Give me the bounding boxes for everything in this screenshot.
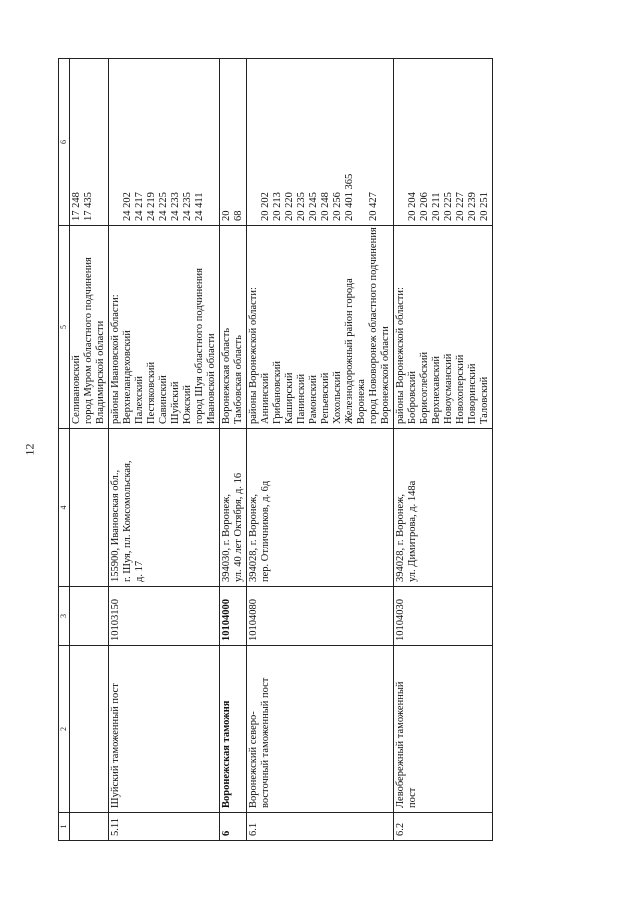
table-row: [220, 59, 247, 841]
okato-codes-line: 20 251: [479, 192, 490, 221]
rotated-page: [58, 59, 618, 841]
service-areas-line: город Шуя областного подчинения: [194, 268, 205, 424]
service-areas-line: Каширский: [284, 372, 295, 424]
row-number-line: 6: [221, 830, 232, 836]
okato-codes-line: [380, 63, 392, 221]
post-code-line: 10104000: [221, 599, 232, 641]
post-name-line: Левобережный таможенный: [395, 681, 406, 808]
okato-codes-line: 24 233: [170, 192, 181, 221]
header-cell-6: 6: [59, 59, 70, 226]
post-address-line: 394028, г. Воронеж,: [395, 493, 406, 582]
post-name: [220, 646, 247, 813]
okato-codes-line: [395, 63, 407, 221]
page-number: 12: [22, 443, 37, 456]
service-areas-line: Тамбовская область: [233, 335, 244, 424]
post-address-line: ул. 40 лет Октября, д. 16: [233, 472, 244, 582]
okato-codes: [70, 59, 109, 226]
header-cell-1: 1: [59, 813, 70, 841]
okato-codes-line: 17 435: [83, 192, 94, 221]
post-code: [247, 587, 394, 646]
post-address: [70, 429, 109, 587]
service-areas-line: Панинский: [296, 373, 307, 424]
service-areas-line: Верхнеландеховский: [122, 330, 133, 424]
post-code-line: 10103150: [110, 599, 121, 641]
okato-codes-line: 24 235: [182, 192, 193, 221]
header-cell-2: 2: [59, 646, 70, 813]
post-name: [109, 646, 220, 813]
header-row: [59, 59, 70, 841]
okato-codes-line: 20 227: [455, 192, 466, 221]
service-areas: [70, 226, 109, 429]
header-cell-3: 3: [59, 587, 70, 646]
post-name: [394, 646, 493, 813]
okato-codes-line: 20 225: [443, 192, 454, 221]
service-areas-line: Грибановский: [272, 360, 283, 424]
service-areas: [220, 226, 247, 429]
service-areas-line: Поворинский: [467, 363, 478, 424]
post-address-line: пер. Отличников, д. 6д: [260, 480, 271, 582]
okato-codes-line: 68: [233, 210, 244, 221]
post-address-line: г. Шуя, пл. Комсомольская,: [122, 460, 133, 582]
service-areas: [394, 226, 493, 429]
okato-codes-line: [95, 63, 107, 221]
post-address: [247, 429, 394, 587]
row-number-line: 6.1: [248, 822, 259, 836]
post-address-line: 155900, Ивановская обл.,: [110, 469, 121, 582]
post-address: [109, 429, 220, 587]
okato-codes-line: 20 213: [272, 192, 283, 221]
post-address: [394, 429, 493, 587]
service-areas-line: Репьевский: [320, 372, 331, 424]
row-number-line: 6.2: [395, 822, 406, 836]
row-number: [247, 813, 394, 841]
service-areas-line: Шуйский: [170, 381, 181, 424]
okato-codes-line: 20 206: [419, 192, 430, 221]
service-areas-line: Железнодорожный район города: [344, 278, 355, 424]
okato-codes-line: 20 245: [308, 192, 319, 221]
service-areas-line: Новохоперский: [455, 354, 466, 424]
post-address-line: 394028, г. Воронеж,: [248, 493, 259, 582]
service-areas-line: Верхнехавский: [431, 356, 442, 424]
service-areas-line: районы Воронежской области:: [248, 287, 259, 424]
service-areas-line: Южский: [182, 385, 193, 424]
service-areas: [109, 226, 220, 429]
post-name-line: восточный таможенный пост: [260, 677, 271, 808]
service-areas-line: Рамонский: [308, 374, 319, 424]
customs-table: [58, 58, 493, 841]
row-number: [109, 813, 220, 841]
okato-codes-line: 24 225: [158, 192, 169, 221]
service-areas-line: Ивановской области: [206, 333, 217, 424]
okato-codes-line: 20 256: [332, 192, 343, 221]
service-areas-line: Савинский: [158, 375, 169, 424]
post-code-line: 10104080: [248, 599, 259, 641]
header-cell-5: 5: [59, 226, 70, 429]
okato-codes-line: [110, 63, 122, 221]
service-areas-line: Хохольский: [332, 371, 343, 424]
table-row: [109, 59, 220, 841]
post-name-line: Воронежский северо-: [248, 711, 259, 808]
row-number-line: 5.11: [110, 818, 121, 836]
post-address-line: 394030, г. Воронеж,: [221, 493, 232, 582]
header-cell-4: 4: [59, 429, 70, 587]
post-name-line: Шуйский таможенный пост: [110, 683, 121, 808]
service-areas-line: город Нововоронеж областного подчинения: [368, 227, 379, 424]
service-areas-line: районы Воронежской области:: [395, 287, 406, 424]
service-areas-line: районы Ивановской области:: [110, 294, 121, 424]
post-code: [394, 587, 493, 646]
service-areas-line: Таловский: [479, 376, 490, 424]
post-name: [70, 646, 109, 813]
okato-codes-line: 20 220: [284, 192, 295, 221]
service-areas-line: Воронежской области: [380, 326, 391, 424]
okato-codes-line: 24 202: [122, 192, 133, 221]
post-code: [70, 587, 109, 646]
service-areas: [247, 226, 394, 429]
okato-codes: [394, 59, 493, 226]
row-number: [394, 813, 493, 841]
post-name: [247, 646, 394, 813]
okato-codes-line: 20 239: [467, 192, 478, 221]
okato-codes: [220, 59, 247, 226]
service-areas-line: Борисоглебский: [419, 351, 430, 424]
service-areas-line: Воронежская область: [221, 327, 232, 424]
okato-codes-line: 24 217: [134, 192, 145, 221]
okato-codes-line: [206, 63, 218, 221]
post-code: [220, 587, 247, 646]
okato-codes-line: 20 211: [431, 192, 442, 221]
post-code-line: 10104030: [395, 599, 406, 641]
service-areas-line: город Муром областного подчинения: [83, 257, 94, 424]
service-areas-line: Владимирской области: [95, 320, 106, 424]
okato-codes-line: [356, 63, 368, 221]
table-row: [247, 59, 394, 841]
okato-codes: [247, 59, 394, 226]
okato-codes-line: 20 235: [296, 192, 307, 221]
post-address-line: д. 17: [134, 560, 145, 582]
table-row: [394, 59, 493, 841]
service-areas-line: Воронежа: [356, 379, 367, 424]
service-areas-line: Аннинский: [260, 372, 271, 424]
okato-codes: [109, 59, 220, 226]
okato-codes-line: 20: [221, 210, 232, 221]
service-areas-line: Бобровский: [407, 370, 418, 424]
okato-codes-line: 20 202: [260, 192, 271, 221]
row-number: [220, 813, 247, 841]
okato-codes-line: 20 248: [320, 192, 331, 221]
okato-codes-line: 20 204: [407, 192, 418, 221]
post-name-line: Воронежская таможня: [221, 700, 232, 808]
okato-codes-line: 24 411: [194, 192, 205, 221]
row-number: [70, 813, 109, 841]
okato-codes-line: 20 401 365: [344, 173, 355, 221]
okato-codes-line: 17 248: [71, 192, 82, 221]
service-areas-line: Новоусманский: [443, 353, 454, 424]
post-name-line: пост: [407, 787, 418, 808]
service-areas-line: Селивановский: [71, 355, 82, 424]
post-code: [109, 587, 220, 646]
post-address: [220, 429, 247, 587]
okato-codes-line: 24 219: [146, 192, 157, 221]
service-areas-line: Палехский: [134, 375, 145, 424]
table-row: [70, 59, 109, 841]
okato-codes-line: 20 427: [368, 192, 379, 221]
okato-codes-line: [248, 63, 260, 221]
service-areas-line: Пестяковский: [146, 361, 157, 424]
post-address-line: ул. Димитрова, д. 148а: [407, 480, 418, 582]
